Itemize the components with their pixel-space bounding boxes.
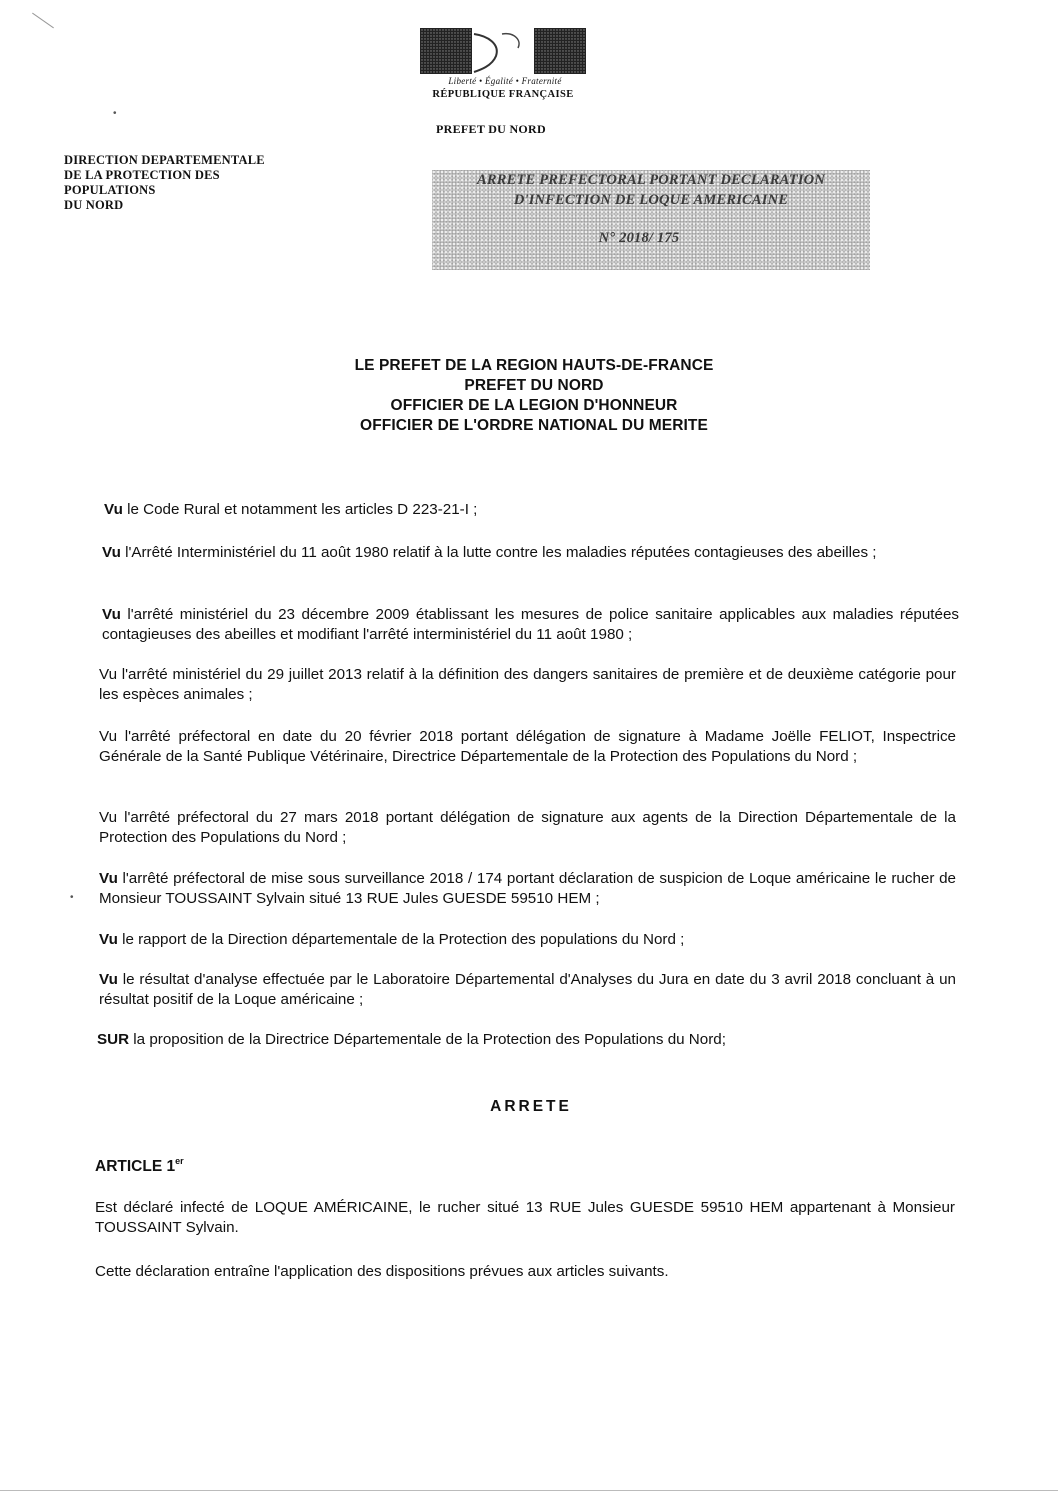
- consideration-paragraph: [99, 727, 956, 767]
- consideration-text: le rapport de la Direction départementale de la Protection des populations du Nord ;: [117, 931, 685, 948]
- prefet-du-nord-label: PREFET DU NORD: [436, 122, 546, 136]
- title-line: OFFICIER DE LA LEGION D'HONNEUR: [390, 397, 678, 414]
- article-title-sup: er: [175, 1156, 184, 1166]
- arrete-heading: ARRETE: [490, 1098, 572, 1115]
- consideration-paragraph: [99, 930, 956, 950]
- direction-line: POPULATIONS: [64, 183, 156, 197]
- consideration-text: la proposition de la Directrice Départementale de la Protection des Populations du Nord;: [129, 1031, 726, 1048]
- article-1-title: [95, 1156, 184, 1176]
- consideration-lead: SUR: [97, 1031, 130, 1048]
- consideration-paragraph: [102, 605, 959, 645]
- direction-line: DE LA PROTECTION DES: [64, 168, 220, 182]
- scan-speck: •: [113, 108, 117, 119]
- republic-name: RÉPUBLIQUE FRANÇAISE: [432, 89, 574, 100]
- consideration-lead: Vu: [99, 931, 118, 948]
- direction-line: DIRECTION DEPARTEMENTALE: [64, 153, 265, 167]
- scan-speck: •: [70, 892, 74, 903]
- consideration-paragraph: [102, 543, 959, 563]
- consideration-paragraph: [99, 970, 956, 1010]
- article-title-text: ARTICLE 1: [95, 1158, 176, 1175]
- arrete-title-box: [432, 170, 870, 270]
- consideration-paragraph: [97, 1030, 954, 1050]
- consideration-text: l'arrêté ministériel du 23 décembre 2009 établissant les mesures de police sanitaire applicables aux maladies réputées contagieuses des abeilles et modifiant l'arrêté interministériel du 11 août 1980 ;: [102, 606, 959, 643]
- motto: Liberté • Égalité • Fraternité: [448, 76, 562, 86]
- consideration-text: l'Arrêté Interministériel du 11 août 1980 relatif à la lutte contre les maladies réputées contagieuses des abeilles ;: [120, 544, 877, 561]
- marianne-emblem-icon: [418, 26, 588, 76]
- republique-logo: [418, 26, 588, 100]
- consideration-paragraph: [99, 808, 956, 848]
- consideration-text: le résultat d'analyse effectuée par le Laboratoire Départemental d'Analyses du Jura en date du 3 avril 2018 concluant à un résultat positif de la Loque américaine ;: [99, 971, 956, 1008]
- consideration-paragraph: [104, 500, 961, 520]
- direction-line: DU NORD: [64, 198, 124, 212]
- consideration-lead: Vu: [99, 971, 118, 988]
- arrete-number: N° 2018/ 175: [598, 230, 680, 246]
- consideration-text: le Code Rural et notamment les articles D 223-21-I ;: [122, 501, 478, 518]
- consideration-lead: Vu: [102, 606, 121, 623]
- consideration-lead: Vu: [99, 870, 118, 887]
- scan-edge: [0, 1490, 1058, 1491]
- title-line: OFFICIER DE L'ORDRE NATIONAL DU MERITE: [360, 417, 708, 434]
- consideration-text: Vu l'arrêté préfectoral du 27 mars 2018 portant délégation de signature aux agents de la Direction Départementale de la Protection des Populations du Nord ;: [99, 809, 956, 846]
- scan-scratch: [32, 13, 54, 29]
- consideration-paragraph: [99, 869, 956, 909]
- arrete-title-line: ARRETE PREFECTORAL PORTANT DECLARATION: [476, 172, 826, 188]
- consideration-text: Vu l'arrêté ministériel du 29 juillet 2013 relatif à la définition des dangers sanitaires de première et de deuxième catégorie pour les espèces animales ;: [99, 666, 956, 703]
- consideration-lead: Vu: [102, 544, 121, 561]
- consideration-text: l'arrêté préfectoral de mise sous surveillance 2018 / 174 portant déclaration de suspicion de Loque américaine le rucher de Monsieur TOUSSAINT Sylvain situé 13 RUE Jules GUESDE 59510 HEM ;: [99, 870, 956, 907]
- direction-block: [64, 153, 265, 213]
- title-line: PREFET DU NORD: [464, 377, 604, 394]
- arrete-title-line: D'INFECTION DE LOQUE AMERICAINE: [513, 192, 789, 208]
- consideration-paragraph: [99, 665, 956, 705]
- article-paragraph: Cette déclaration entraîne l'application des dispositions prévues aux articles suivants.: [95, 1263, 669, 1280]
- consideration-lead: Vu: [104, 501, 123, 518]
- consideration-text: Vu l'arrêté préfectoral en date du 20 février 2018 portant délégation de signature à Madame Joëlle FELIOT, Inspectrice Générale de la Santé Publique Vétérinaire, Directrice Départementale de la Protection des Populations du Nord ;: [99, 728, 956, 765]
- title-line: LE PREFET DE LA REGION HAUTS-DE-FRANCE: [354, 357, 714, 374]
- article-paragraph: Est déclaré infecté de LOQUE AMÉRICAINE, le rucher situé 13 RUE Jules GUESDE 59510 HEM appartenant à Monsieur TOUSSAINT Sylvain.: [95, 1199, 955, 1236]
